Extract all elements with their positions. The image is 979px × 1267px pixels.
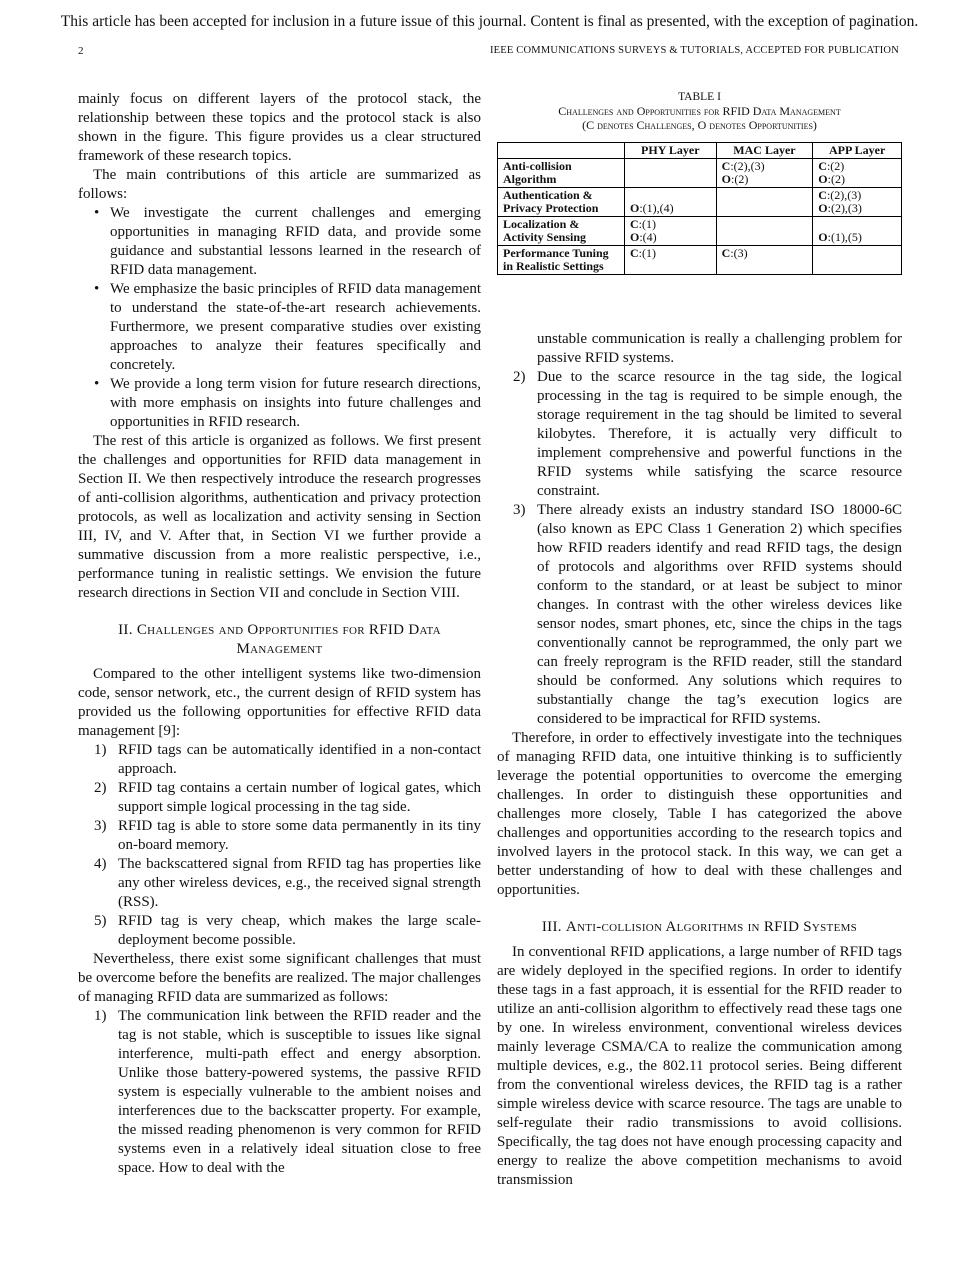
section-heading	[497, 918, 902, 937]
item-text: Due to the scarce resource in the tag side, the logical processing in the tag is required to be simple enough, the storage requirement in the tag should be limited to several kilobytes. Therefore, it is actually very difficult to implement comprehensive and powerful functions in the RFID systems while satisfying the scarce resource constraint.	[537, 369, 902, 499]
entry-type: O	[818, 230, 828, 244]
list-item	[513, 501, 902, 729]
item-text: The backscattered signal from RFID tag has properties like any other wireless devices, e.g., the received signal strength (RSS).	[118, 856, 481, 910]
table-cell-app	[813, 159, 902, 188]
entry-items: :(4)	[639, 230, 657, 244]
column-header	[498, 143, 625, 159]
entry-type: O	[630, 230, 640, 244]
acceptance-notice: This article has been accepted for inclusion in a future issue of this journal. Content is final as presented, with the exception of pagination.	[60, 13, 919, 30]
paragraph: In conventional RFID applications, a large number of RFID tags are widely deployed in the specified regions. In order to identify these tags in a fast approach, it is essential for the RFID reader to utilize an anti-collision algorithm to effectively read these tags one by one. In wireless environment, conventional wireless devices mainly leverage CSMA/CA to realize the communication among multiple devices, e.g., the 802.11 protocol series. Being different from the conventional wireless devices, the RFID tag is a rather simple wireless device with scarce resource. The tags are unable to self-regulate their radio transmissions to avoid collisions. Specifically, the tag does not have enough processing capacity and energy to realize the above competition mechanisms to avoid transmission	[497, 944, 902, 1188]
table-header-row	[498, 143, 902, 159]
table-cell-app	[813, 246, 902, 275]
entry-type: C	[818, 188, 827, 202]
section-number: III.	[541, 919, 562, 935]
layer-table	[497, 142, 902, 275]
section-number: II.	[118, 622, 133, 638]
item-number: 1)	[94, 1008, 107, 1024]
challenges-list	[78, 1007, 481, 1178]
cell-entry	[818, 231, 896, 244]
section-title: Anti-collision Algorithms in RFID Systems	[565, 919, 858, 935]
cell-entry	[722, 247, 808, 260]
table-cell-app	[813, 188, 902, 217]
item-number: 5)	[94, 913, 107, 929]
cell-entry	[818, 202, 896, 215]
entry-items: :(1)	[638, 217, 656, 231]
contributions-list	[78, 204, 481, 432]
right-column	[497, 330, 902, 1190]
table-block	[497, 90, 902, 275]
table-cell-mac	[716, 246, 813, 275]
table-caption	[497, 90, 902, 132]
cell-entry	[630, 231, 711, 244]
entry-items: :(2)	[827, 172, 845, 186]
list-item	[94, 779, 481, 817]
entry-items: :(1)	[638, 246, 656, 260]
table-cell-phy	[625, 188, 717, 217]
left-column	[78, 90, 481, 1178]
entry-items: :(2),(3)	[826, 188, 862, 202]
table-cell-mac	[716, 159, 813, 188]
paragraph: Compared to the other intelligent systems like two-dimension code, sensor network, etc., the current design of RFID system has provided us the following opportunities for effective RFID data management [9]:	[78, 666, 481, 739]
entry-items: :(2),(3)	[730, 159, 765, 173]
table-row	[498, 246, 902, 275]
list-item	[513, 368, 902, 501]
column-header: APP Layer	[813, 143, 902, 159]
section-title: Challenges and Opportunities for RFID Data Management	[136, 622, 441, 657]
list-item	[94, 741, 481, 779]
entry-type: C	[630, 217, 639, 231]
cell-entry	[630, 202, 711, 215]
table-cell-mac	[716, 217, 813, 246]
table-subtitle: (C denotes Challenges, O denotes Opportunities)	[582, 118, 817, 132]
list-item	[94, 817, 481, 855]
list-item: • We emphasize the basic principles of RFID data management to understand the state-of-the-art research achievements. Furthermore, we present comparative studies over existing approaches to analyze their features specifically and concretely.	[110, 280, 481, 375]
entry-items: :(3)	[730, 246, 748, 260]
entry-type: C	[721, 246, 731, 260]
entry-items: :(1),(4)	[639, 201, 674, 215]
list-item	[94, 855, 481, 912]
table-cell-phy	[625, 159, 717, 188]
table-cell-phy	[625, 217, 717, 246]
table-cell-mac	[716, 188, 813, 217]
row-header: Performance Tuning in Realistic Settings	[498, 246, 625, 275]
cell-entry	[722, 173, 808, 186]
entry-type: O	[630, 201, 640, 215]
row-header: Anti-collision Algorithm	[498, 159, 625, 188]
list-item: • We provide a long term vision for future research directions, with more emphasis on insights into future challenges and opportunities in RFID research.	[110, 375, 481, 432]
column-header: MAC Layer	[716, 143, 813, 159]
entry-type: C	[721, 159, 731, 173]
row-header: Authentication & Privacy Protection	[498, 188, 625, 217]
paragraph: The main contributions of this article are summarized as follows:	[78, 167, 481, 202]
item-text: RFID tag contains a certain number of logical gates, which support simple logical processing in the tag side.	[118, 780, 481, 815]
table-row	[498, 217, 902, 246]
paragraph: The rest of this article is organized as follows. We first present the challenges and opportunities for RFID data management in Section II. We then respectively introduce the research progresses of anti-collision algorithms, authentication and privacy protection protocols, as well as localization and activity sensing in Section III, IV, and V. After that, in Section VI we further provide a summative discussion from a more realistic perspective, i.e., performance tuning in realistic settings. We envision the future research directions in Section VII and conclude in Section VIII.	[78, 433, 481, 601]
entry-items: :(2),(3)	[827, 201, 862, 215]
item-number: 2)	[513, 369, 526, 385]
running-head: IEEE COMMUNICATIONS SURVEYS & TUTORIALS, ACCEPTED FOR PUBLICATION	[489, 45, 899, 56]
entry-type: O	[721, 172, 731, 186]
item-number: 4)	[94, 856, 107, 872]
entry-type: C	[818, 159, 827, 173]
cell-entry	[630, 247, 711, 260]
page-number: 2	[78, 45, 84, 57]
item-text: RFID tag is able to store some data permanently in its tiny on-board memory.	[118, 818, 481, 853]
entry-type: O	[818, 201, 828, 215]
entry-items: :(2)	[826, 159, 845, 173]
opportunities-list	[78, 741, 481, 950]
item-text: There already exists an industry standard ISO 18000-6C (also known as EPC Class 1 Generation 2) which specifies how RFID readers identify and read RFID tags, the design of protocols and algorithms over RFID systems should conform to the standard, or at least be subject to minor changes. In contrast with the other wireless devices like sensor nodes, smart phones, etc, since the chips in the tags conventionally cannot be reprogrammed, the only part we can freely reprogram is the RFID reader, still the standard should be conformed. Any solutions which requires to substantially change the tag’s execution logics are considered to be impractical for RFID systems.	[537, 502, 902, 727]
table-title: Challenges and Opportunities for RFID Data Management	[558, 104, 841, 118]
table-label: TABLE I	[678, 91, 721, 103]
section-heading	[78, 621, 481, 659]
item-text: RFID tag is very cheap, which makes the large scale-deployment become possible.	[118, 913, 481, 948]
list-item	[94, 912, 481, 950]
table-cell-phy	[625, 246, 717, 275]
paragraph: Nevertheless, there exist some significant challenges that must be overcome before the benefits are realized. The major challenges of managing RFID data are summarized as follows:	[78, 951, 481, 1005]
table-cell-app	[813, 217, 902, 246]
item-text: RFID tags can be automatically identified in a non-contact approach.	[118, 742, 481, 777]
item-text: The communication link between the RFID reader and the tag is not stable, which is susceptible to issues like signal interference, multi-path effect and energy absorption. Unlike those battery-powered systems, the passive RFID system is especially vulnerable to the ambient noises and interferences due to the backscatter property. For example, the missed reading phenomenon is very common for RFID systems even in a relatively ideal situation close to free space. How to deal with the	[118, 1008, 481, 1176]
paragraph: mainly focus on different layers of the protocol stack, the relationship between these topics and the protocol stack is also shown in the figure. This figure provides us a clear structured framework of these research topics.	[78, 91, 481, 164]
item-number: 1)	[94, 742, 107, 758]
list-item: • We investigate the current challenges and emerging opportunities in managing RFID data, and provide some guidance and substantial lessons learned in the research of RFID data management.	[110, 204, 481, 280]
item-number: 3)	[94, 818, 107, 834]
row-header: Localization & Activity Sensing	[498, 217, 625, 246]
table-row	[498, 188, 902, 217]
entry-type: C	[630, 246, 639, 260]
cell-entry	[818, 173, 896, 186]
list-item-continued: unstable communication is really a challenging problem for passive RFID systems.	[537, 331, 902, 366]
paragraph: Therefore, in order to effectively investigate into the techniques of managing RFID data, one intuitive thinking is to sufficiently leverage the potential opportunities to overcome the emerging challenges. In order to distinguish these opportunities and challenges more closely, Table I has categorized the above challenges and opportunities according to the research topics and involved layers in the protocol stack. In this way, we can get a better understanding of how to deal with these challenges and opportunities.	[497, 730, 902, 898]
entry-items: :(1),(5)	[827, 230, 862, 244]
entry-type: O	[818, 172, 828, 186]
table-row	[498, 159, 902, 188]
column-header: PHY Layer	[625, 143, 717, 159]
challenges-list-continued	[497, 330, 902, 729]
entry-items: :(2)	[730, 172, 749, 186]
list-item	[94, 1007, 481, 1178]
item-number: 2)	[94, 780, 107, 796]
item-number: 3)	[513, 502, 526, 518]
